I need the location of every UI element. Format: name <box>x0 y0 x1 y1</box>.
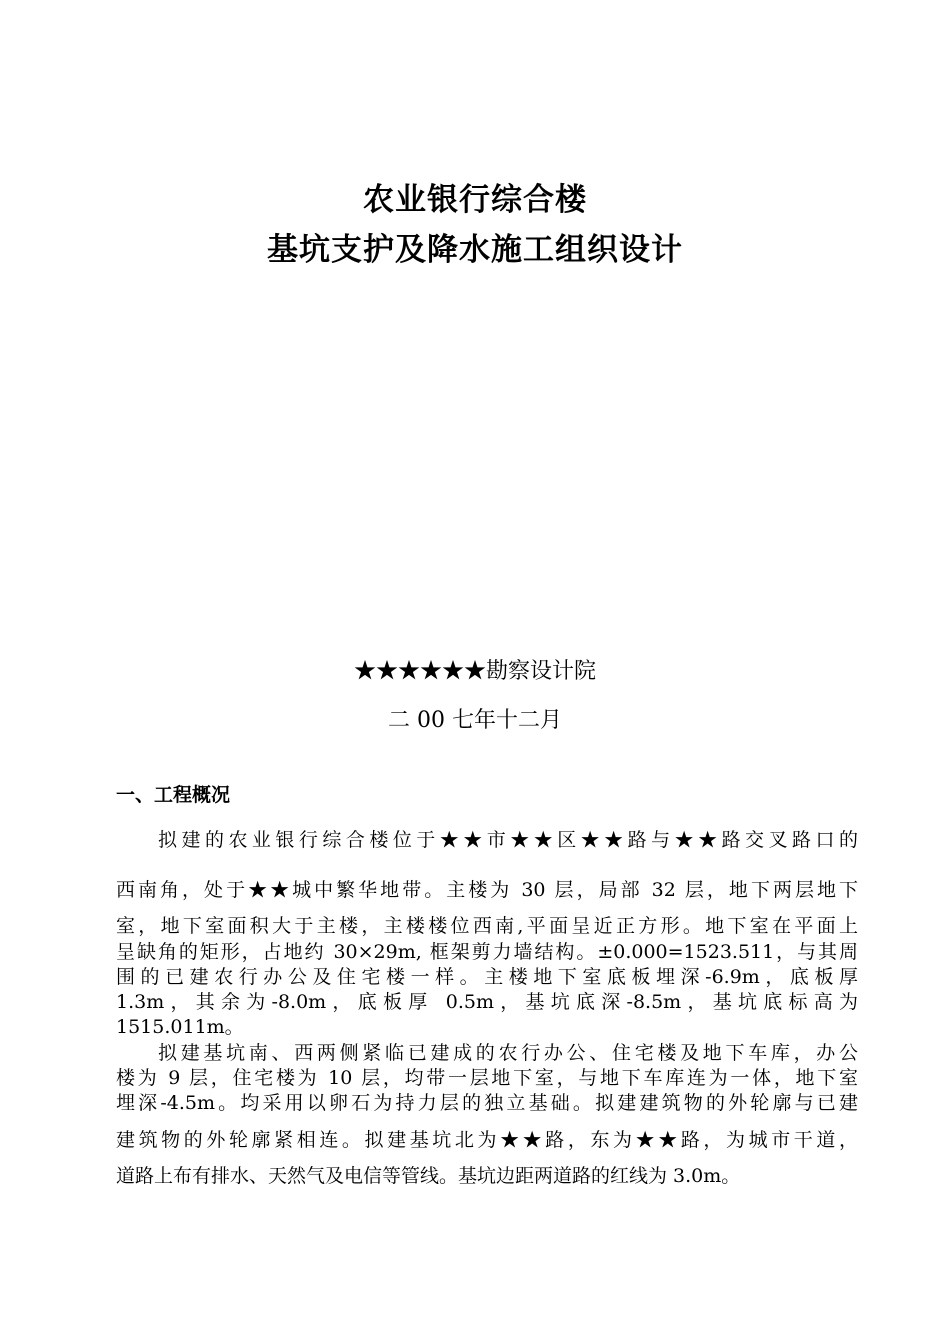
paragraph-line: 楼为 9 层，住宅楼为 10 层，均带一层地下室，与地下车库连为一体，地下室 <box>116 1067 858 1089</box>
paragraph-line: 围的已建农行办公及住宅楼一样。主楼地下室底板埋深-6.9m，底板厚 <box>116 966 858 988</box>
paragraph-line: 呈缺角的矩形，占地约 30×29m, 框架剪力墙结构。±0.000=1523.511，与其周 <box>116 941 858 963</box>
document-date: 二 00 七年十二月 <box>388 708 562 733</box>
document-title-line-1: 农业银行综合楼 <box>363 182 587 218</box>
paragraph-line: 道路上布有排水、天然气及电信等管线。基坑边距两道路的红线为 3.0m。 <box>116 1165 741 1187</box>
paragraph-line: 1515.011m。 <box>116 1016 244 1038</box>
paragraph-line: 建筑物的外轮廓紧相连。拟建基坑北为★★路，东为★★路，为城市干道， <box>116 1129 858 1151</box>
paragraph-line: 1.3m，其余为-8.0m，底板厚 0.5m，基坑底深-8.5m，基坑底标高为 <box>116 991 858 1013</box>
document-title-line-2: 基坑支护及降水施工组织设计 <box>267 232 683 268</box>
paragraph-line: 拟建的农业银行综合楼位于★★市★★区★★路与★★路交叉路口的 <box>158 829 858 851</box>
paragraph-line: 室，地下室面积大于主楼，主楼楼位西南,平面呈近正方形。地下室在平面上 <box>116 915 858 937</box>
paragraph-line: 埋深-4.5m。均采用以卵石为持力层的独立基础。拟建建筑物的外轮廓与已建 <box>116 1092 858 1114</box>
paragraph-line: 西南角，处于★★城中繁华地带。主楼为 30 层，局部 32 层，地下两层地下 <box>116 879 858 901</box>
section-heading: 一、工程概况 <box>116 784 231 806</box>
paragraph-line: 拟建基坑南、西两侧紧临已建成的农行办公、住宅楼及地下车库，办公 <box>158 1042 858 1064</box>
organization-name: ★★★★★★勘察设计院 <box>353 659 596 684</box>
